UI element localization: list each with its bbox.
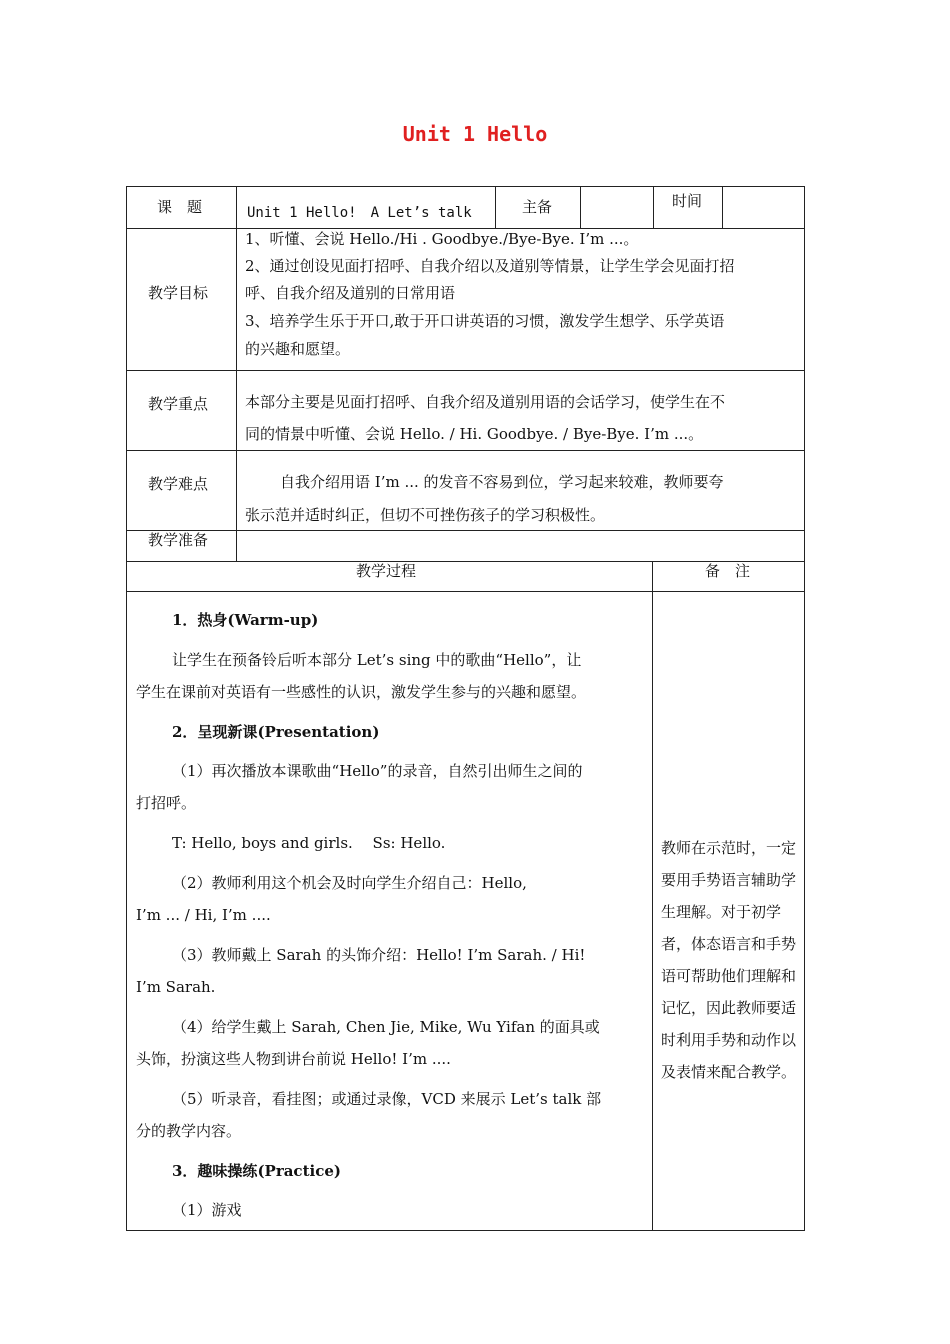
row-divider [126,591,805,592]
objective-line: 1、听懂、会说 Hello./Hi . Goodbye./Bye-Bye. I’m ...。 [245,230,639,248]
paragraph-line: （3）教师戴上 Sarah 的头饰介绍：Hello! I’m Sarah. / Hi! [172,946,586,964]
time-label: 时间 [672,192,703,210]
col-divider [580,186,581,228]
objective-line: 3、培养学生乐于开口,敢于开口讲英语的习惯，激发学生想学、乐学英语 [245,312,725,330]
difficulties-label: 教学难点 [148,475,209,493]
col-divider [653,186,654,228]
difficulties-line: 自我介绍用语 I’m ... 的发音不容易到位，学习起来较难，教师要夸 [280,473,724,491]
objectives-label: 教学目标 [148,284,209,302]
key-points-line: 同的情景中听懂、会说 Hello. / Hi. Goodbye. / Bye-Bye. I’m ...。 [245,425,704,443]
section-heading: 3．趣味操练(Practice) [172,1162,341,1180]
paragraph-line: 头饰，扮演这些人物到讲台前说 Hello! I’m .... [136,1050,451,1068]
paragraph-line: （1）再次播放本课歌曲“Hello”的录音，自然引出师生之间的 [172,762,583,780]
paragraph-line: 分的教学内容。 [136,1122,242,1140]
col-divider [495,186,496,228]
paragraph-line: （4）给学生戴上 Sarah, Chen Jie, Mike, Wu Yifan 的面具或 [172,1018,600,1036]
objective-line: 呼、自我介绍及道别的日常用语 [245,284,456,302]
section-heading: 1．热身(Warm-up) [172,611,319,629]
objective-line: 的兴趣和愿望。 [245,340,351,358]
dialog-line: T: Hello, boys and girls. Ss: Hello. [172,834,446,852]
paragraph-line: 学生在课前对英语有一些感性的认识，激发学生参与的兴趣和愿望。 [136,683,587,701]
key-points-line: 本部分主要是见面打招呼、自我介绍及道别用语的会话学习，使学生在不 [245,393,726,411]
prep-label: 主备 [522,198,553,216]
section-heading: 2．呈现新课(Presentation) [172,723,380,741]
objective-line: 2、通过创设见面打招呼、自我介绍以及道别等情景，让学生学会见面打招 [245,257,735,275]
paragraph-line: （1）游戏 [172,1201,242,1219]
difficulties-line: 张示范并适时纠正，但切不可挫伤孩子的学习积极性。 [245,506,606,524]
notes-header: 备 注 [705,562,751,580]
paragraph-line: 打招呼。 [136,794,197,812]
row-divider [126,561,805,562]
topic-label: 课 题 [157,198,203,216]
paragraph-line: 让学生在预备铃后听本部分 Let’s sing 中的歌曲“Hello”，让 [172,651,582,669]
paragraph-line: I’m ... / Hi, I’m .... [136,906,271,924]
key-points-label: 教学重点 [148,395,209,413]
paragraph-line: （5）听录音，看挂图；或通过录像，VCD 来展示 Let’s talk 部 [172,1090,602,1108]
process-header: 教学过程 [356,562,417,580]
col-divider [236,186,237,561]
paragraph-line: I’m Sarah. [136,978,216,996]
col-divider [652,561,653,1231]
paragraph-line: （2）教师利用这个机会及时向学生介绍自己：Hello, [172,874,527,892]
document-title: Unit 1 Hello [402,122,548,146]
row-divider [126,530,805,531]
row-divider [126,450,805,451]
col-divider [722,186,723,228]
topic-value: Unit 1 Hello! A Let’s talk [247,205,472,221]
notes-text: 教师在示范时，一定要用手势语言辅助学生理解。对于初学者，体态语言和手势语可帮助他们理解和记忆，因此教师要适时利用手势和动作以及表情来配合教学。 [661,839,797,1081]
preparation-label: 教学准备 [148,531,209,549]
row-divider [126,370,805,371]
